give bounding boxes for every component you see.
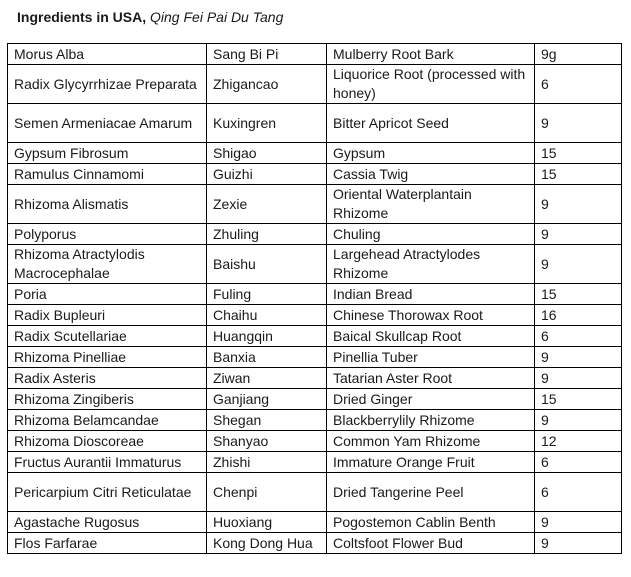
pinyin-name-cell: Baishu <box>207 245 327 284</box>
pinyin-name-cell: Kong Dong Hua <box>207 533 327 554</box>
pinyin-name-cell: Ziwan <box>207 368 327 389</box>
dose-cell: 15 <box>535 284 622 305</box>
pinyin-name-cell: Shanyao <box>207 431 327 452</box>
dose-cell: 15 <box>535 164 622 185</box>
table-row <box>8 347 622 368</box>
english-name-cell: Blackberrylily Rhizome <box>327 410 535 431</box>
table-row <box>8 305 622 326</box>
english-name-cell: Dried Ginger <box>327 389 535 410</box>
table-row <box>8 533 622 554</box>
latin-name-cell: Rhizoma Belamcandae <box>8 410 207 431</box>
table-row <box>8 143 622 164</box>
ingredients-table <box>7 43 622 554</box>
dose-cell: 9 <box>535 410 622 431</box>
english-name-cell: Chuling <box>327 224 535 245</box>
pinyin-name-cell: Guizhi <box>207 164 327 185</box>
table-row <box>8 164 622 185</box>
english-name-cell: Oriental Waterplantain Rhizome <box>327 185 535 224</box>
dose-cell: 9 <box>535 533 622 554</box>
latin-name-cell: Rhizoma Dioscoreae <box>8 431 207 452</box>
pinyin-name-cell: Zhigancao <box>207 65 327 104</box>
pinyin-name-cell: Zhuling <box>207 224 327 245</box>
latin-name-cell: Radix Bupleuri <box>8 305 207 326</box>
dose-cell: 9 <box>535 368 622 389</box>
english-name-cell: Pinellia Tuber <box>327 347 535 368</box>
english-name-cell: Immature Orange Fruit <box>327 452 535 473</box>
dose-cell: 9 <box>535 245 622 284</box>
dose-cell: 9 <box>535 104 622 143</box>
pinyin-name-cell: Sang Bi Pi <box>207 44 327 65</box>
dose-cell: 16 <box>535 305 622 326</box>
table-row <box>8 473 622 512</box>
latin-name-cell: Polyporus <box>8 224 207 245</box>
latin-name-cell: Fructus Aurantii Immaturus <box>8 452 207 473</box>
dose-cell: 9 <box>535 347 622 368</box>
english-name-cell: Tatarian Aster Root <box>327 368 535 389</box>
dose-cell: 6 <box>535 473 622 512</box>
pinyin-name-cell: Chaihu <box>207 305 327 326</box>
dose-cell: 9 <box>535 224 622 245</box>
table-row <box>8 284 622 305</box>
english-name-cell: Common Yam Rhizome <box>327 431 535 452</box>
table-row <box>8 368 622 389</box>
dose-cell: 6 <box>535 452 622 473</box>
english-name-cell: Dried Tangerine Peel <box>327 473 535 512</box>
dose-cell: 15 <box>535 143 622 164</box>
latin-name-cell: Radix Asteris <box>8 368 207 389</box>
pinyin-name-cell: Zhishi <box>207 452 327 473</box>
english-name-cell: Indian Bread <box>327 284 535 305</box>
latin-name-cell: Morus Alba <box>8 44 207 65</box>
pinyin-name-cell: Kuxingren <box>207 104 327 143</box>
dose-cell: 6 <box>535 65 622 104</box>
latin-name-cell: Radix Glycyrrhizae Preparata <box>8 65 207 104</box>
table-row <box>8 410 622 431</box>
table-row <box>8 512 622 533</box>
title-italic: Qing Fei Pai Du Tang <box>150 9 284 25</box>
latin-name-cell: Rhizoma Pinelliae <box>8 347 207 368</box>
pinyin-name-cell: Fuling <box>207 284 327 305</box>
pinyin-name-cell: Banxia <box>207 347 327 368</box>
title-bold: Ingredients in USA, <box>17 9 147 25</box>
latin-name-cell: Agastache Rugosus <box>8 512 207 533</box>
english-name-cell: Gypsum <box>327 143 535 164</box>
english-name-cell: Pogostemon Cablin Benth <box>327 512 535 533</box>
table-row <box>8 185 622 224</box>
latin-name-cell: Gypsum Fibrosum <box>8 143 207 164</box>
latin-name-cell: Poria <box>8 284 207 305</box>
english-name-cell: Cassia Twig <box>327 164 535 185</box>
english-name-cell: Chinese Thorowax Root <box>327 305 535 326</box>
table-row <box>8 224 622 245</box>
table-row <box>8 44 622 65</box>
table-row <box>8 65 622 104</box>
latin-name-cell: Ramulus Cinnamomi <box>8 164 207 185</box>
pinyin-name-cell: Zexie <box>207 185 327 224</box>
dose-cell: 9g <box>535 44 622 65</box>
table-row <box>8 245 622 284</box>
latin-name-cell: Semen Armeniacae Amarum <box>8 104 207 143</box>
latin-name-cell: Rhizoma Zingiberis <box>8 389 207 410</box>
pinyin-name-cell: Ganjiang <box>207 389 327 410</box>
latin-name-cell: Rhizoma Atractylodis Macrocephalae <box>8 245 207 284</box>
pinyin-name-cell: Huangqin <box>207 326 327 347</box>
table-row <box>8 326 622 347</box>
english-name-cell: Mulberry Root Bark <box>327 44 535 65</box>
latin-name-cell: Flos Farfarae <box>8 533 207 554</box>
table-row <box>8 431 622 452</box>
pinyin-name-cell: Chenpi <box>207 473 327 512</box>
english-name-cell: Liquorice Root (processed with honey) <box>327 65 535 104</box>
english-name-cell: Coltsfoot Flower Bud <box>327 533 535 554</box>
dose-cell: 6 <box>535 326 622 347</box>
latin-name-cell: Radix Scutellariae <box>8 326 207 347</box>
latin-name-cell: Pericarpium Citri Reticulatae <box>8 473 207 512</box>
latin-name-cell: Rhizoma Alismatis <box>8 185 207 224</box>
english-name-cell: Largehead Atractylodes Rhizome <box>327 245 535 284</box>
dose-cell: 9 <box>535 512 622 533</box>
pinyin-name-cell: Huoxiang <box>207 512 327 533</box>
table-row <box>8 104 622 143</box>
document-title <box>17 9 283 25</box>
dose-cell: 9 <box>535 185 622 224</box>
pinyin-name-cell: Shegan <box>207 410 327 431</box>
pinyin-name-cell: Shigao <box>207 143 327 164</box>
dose-cell: 15 <box>535 389 622 410</box>
table-row <box>8 389 622 410</box>
table-row <box>8 452 622 473</box>
english-name-cell: Baical Skullcap Root <box>327 326 535 347</box>
dose-cell: 12 <box>535 431 622 452</box>
english-name-cell: Bitter Apricot Seed <box>327 104 535 143</box>
ingredients-table-body <box>8 44 622 554</box>
